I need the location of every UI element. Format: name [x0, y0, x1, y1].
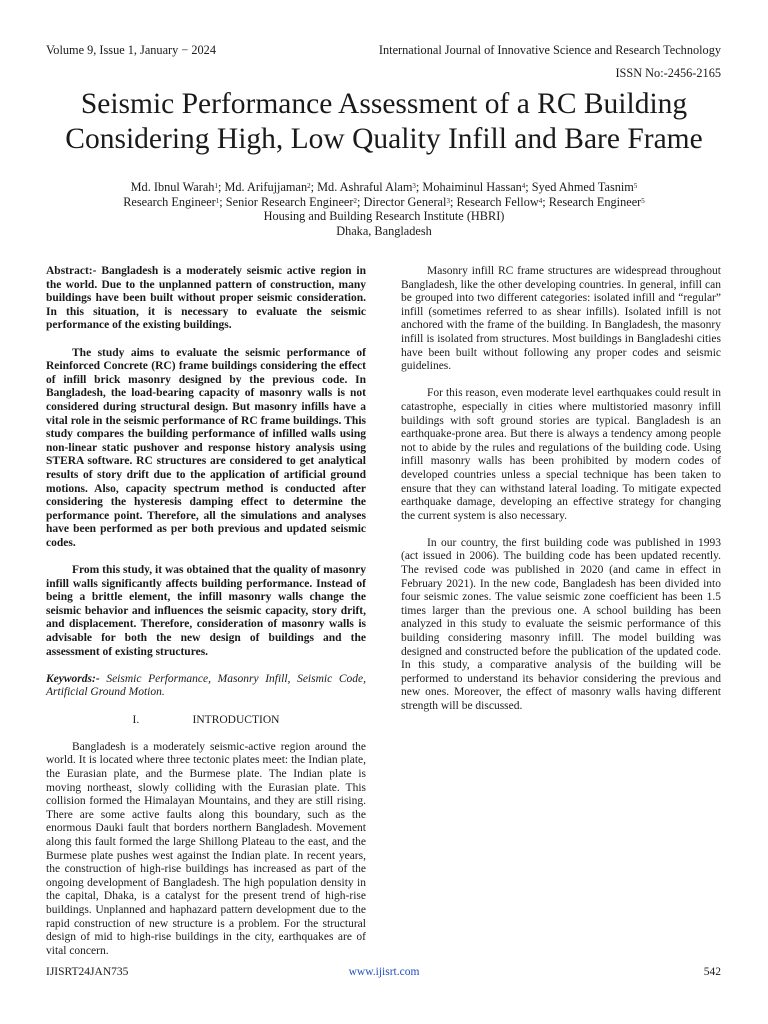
- location: Dhaka, Bangladesh: [336, 223, 432, 238]
- keywords: [46, 673, 366, 700]
- page-number: 542: [703, 966, 721, 978]
- left-column: [46, 265, 366, 972]
- section-number: I.: [132, 713, 140, 726]
- author-block: [40, 180, 728, 238]
- title-line-2: Considering High, Low Quality Infill and Bare Frame: [65, 123, 703, 155]
- section-heading: [46, 714, 366, 728]
- author-roles: Research Engineer$^1$; Senior Research Engineer$^2$; Director General$^3$; Research Fellow$^4$; Research Engineer$^5$: [123, 194, 645, 209]
- author-name: Md. Ashraful Alam: [317, 180, 413, 194]
- author-name: Md. Arifujjaman: [224, 180, 308, 194]
- author-role: Director General: [363, 194, 447, 209]
- author-name: Syed Ahmed Tasnim: [531, 180, 634, 194]
- abstract-paragraph-3: From this study, it was obtained that the quality of masonry infill walls significantly affects building performance. Instead of being a brittle element, the infill masonry walls change the seismic behavior and influences the seismic capacity, story drift, and displacement. Therefore, consideration of masonry walls is advisable for both the new design of buildings and the assessment of existing structures.: [46, 564, 366, 658]
- issn: ISSN No:-2456-2165: [615, 66, 721, 80]
- author-role: Research Engineer: [548, 194, 642, 209]
- affiliation-mark: 3: [446, 196, 450, 205]
- right-column: [401, 265, 721, 727]
- author-role: Senior Research Engineer: [225, 194, 354, 209]
- affiliation-mark: 2: [307, 182, 311, 190]
- volume-issue: Volume 9, Issue 1, January − 2024: [46, 43, 216, 57]
- affiliation-mark: 2: [353, 196, 357, 205]
- intro-paragraph-4: In our country, the first building code was published in 1993 (act issued in 2006). The building code has been updated recently. The revised code was published in 2020 (and came in effect in February 2021). In the new code, Bangladesh has been divided into four seismic zones. The value seismic zone coefficient has been 1.5 times larger than the previous one. A school building has been analyzed in this study to evaluate the seismic performance of this building considering masonry infill. The model building was designed and constructed before the publication of the updated code. In this study, a comparative analysis of the building will be performed to understand its behavior considering the previous and new ones. Moreover, the effect of masonry walls having different strength will be discussed.: [401, 536, 721, 712]
- author-role: Research Fellow: [456, 194, 539, 209]
- paper-title: [30, 87, 738, 157]
- intro-paragraph-2: Masonry infill RC frame structures are widespread throughout Bangladesh, like the other developing countries. In general, infill can be grouped into two different categories: isolated infill and “regular” infill (sometimes referred to as shear infills). Isolated infill is not anchored with the frame of the building. In Bangladesh, the masonry infill is isolated from structures. Most buildings in Bangladeshi cities have been built without following any proper codes and seismic guidelines.: [401, 265, 721, 373]
- journal-url-wrap: [0, 966, 768, 978]
- author-names: Md. Ibnul Warah$^1$; Md. Arifujjaman$^2$; Md. Ashraful Alam$^3$; Mohaiminul Hassan$^4$; Syed Ahmed Tasnim$^5$: [130, 180, 638, 194]
- abstract-paragraph-2: The study aims to evaluate the seismic performance of Reinforced Concrete (RC) frame buildings considering the effect of infill brick masonry designed by the previous code. In Bangladesh, the load-bearing capacity of masonry walls is not considered during structural design. But masonry infills have a vital role in the seismic performance of RC frame buildings. This study compares the building performance of infilled walls using non-linear static pushover and response history analysis using STERA software. RC structures are considered to get analytical results of story drift due to the application of artificial ground motions. Also, capacity spectrum method is conducted after considering the hysteresis damping effect to determine the performance point. Therefore, all the simulations and analyses have been performed as per both previous and updated seismic codes.: [46, 346, 366, 549]
- affiliation-mark: 4: [538, 196, 543, 205]
- paper-id: IJISRT24JAN735: [46, 966, 129, 978]
- section-title: INTRODUCTION: [192, 713, 280, 726]
- intro-paragraph-1: Bangladesh is a moderately seismic-active region around the world. It is located where three tectonic plates meet: the Indian plate, the Eurasian plate, and the Burmese plate. The Indian plate is moving northeast, slowly colliding with the Eurasian plate. This collision formed the Himalayan Mountains, and they are still rising. There are some active faults along this boundary, such as the enormous Dauki fault that borders northern Bangladesh. Movement along this fault formed the large Shillong Plateau to the east, and the Burmese plate pushes west against the Indian plate. In recent years, the construction of high-rise buildings has increased as part of the ongoing development of Bangladesh. The high population density in the capital, Dhaka, is a catalyst for the present trend of high-rise buildings. Unplanned and haphazard pattern development due to the rapid construction of new structure is a problem. For the structural design of mid to high-rise buildings in the city, earthquakes are of vital concern.: [46, 740, 366, 957]
- affiliation-mark: 1: [214, 182, 218, 190]
- abstract-paragraph-1: Abstract:- Bangladesh is a moderately seismic active region in the world. Due to the unplanned pattern of construction, many buildings have been built without proper seismic consideration. In this situation, it is necessary to evaluate the seismic performance of the existing buildings.: [46, 265, 366, 332]
- intro-paragraph-3: For this reason, even moderate level earthquakes could result in catastrophe, especially in cities where multistoried masonry infill buildings with soft ground stories are typical. Bangladesh is an earthquake-prone area. But there is always a tendency among people not to abide by the rules and regulations of the building code. Using infill masonry walls has been prohibited by modern codes of developed countries unless a special technique has been taken to ensure that they can withstand lateral loading. To mitigate expected earthquake damage, developing an effective strategy for changing the current system is also necessary.: [401, 387, 721, 522]
- journal-name: International Journal of Innovative Science and Research Technology: [378, 43, 721, 57]
- author-name: Md. Ibnul Warah: [130, 180, 215, 194]
- affiliation-mark: 4: [521, 182, 526, 190]
- affiliation-mark: 5: [633, 182, 638, 190]
- keywords-text: Seismic Performance, Masonry Infill, Seismic Code, Artificial Ground Motion.: [46, 672, 366, 699]
- keywords-label: Keywords:-: [46, 672, 100, 685]
- author-name: Mohaiminul Hassan: [422, 180, 522, 194]
- affiliation-mark: 5: [641, 196, 645, 205]
- institute: Housing and Building Research Institute (HBRI): [263, 209, 505, 223]
- affiliation-mark: 3: [412, 182, 416, 190]
- title-line-1: Seismic Performance Assessment of a RC Building: [80, 88, 688, 120]
- author-role: Research Engineer: [123, 194, 216, 209]
- journal-url-link[interactable]: www.ijisrt.com: [348, 966, 420, 978]
- affiliation-mark: 1: [215, 196, 220, 205]
